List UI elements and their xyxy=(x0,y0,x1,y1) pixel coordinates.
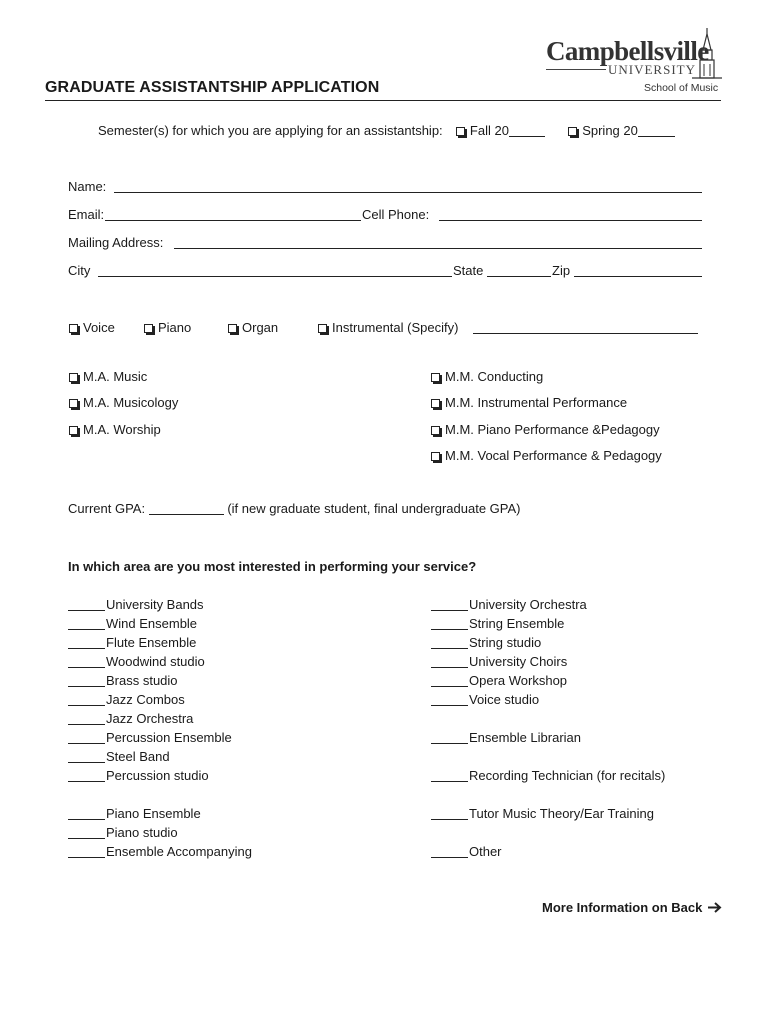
service-label: Wind Ensemble xyxy=(106,616,198,631)
email-field[interactable] xyxy=(105,220,361,221)
service-label: Steel Band xyxy=(106,749,170,764)
rank-blank[interactable] xyxy=(68,617,105,630)
piano-checkbox[interactable] xyxy=(144,324,153,333)
state-field[interactable] xyxy=(487,276,551,277)
degree-ma-musicology[interactable]: M.A. Musicology xyxy=(69,395,178,410)
area-piano[interactable]: Piano xyxy=(144,320,191,335)
service-label: Flute Ensemble xyxy=(106,635,197,650)
service-label: Percussion studio xyxy=(106,768,209,783)
form-title: GRADUATE ASSISTANTSHIP APPLICATION xyxy=(45,79,380,96)
mailing-address-field[interactable] xyxy=(174,248,702,249)
service-label: University Choirs xyxy=(469,654,568,669)
ma-music-checkbox[interactable] xyxy=(69,373,78,382)
rank-blank[interactable] xyxy=(68,712,105,725)
rank-blank[interactable] xyxy=(431,807,468,820)
city-field[interactable] xyxy=(98,276,452,277)
service-right-item xyxy=(431,633,665,652)
logo-rule xyxy=(546,69,606,70)
mailing-address-label: Mailing Address: xyxy=(68,235,164,250)
service-left-item xyxy=(68,614,252,633)
gpa-label: Current GPA: xyxy=(68,501,146,516)
spring-checkbox[interactable] xyxy=(568,127,577,136)
zip-label: Zip xyxy=(552,263,571,278)
service-right-item xyxy=(431,728,665,747)
service-list-left xyxy=(68,595,252,861)
state-label: State xyxy=(453,263,484,278)
logo-school: School of Music xyxy=(644,82,719,94)
rank-blank[interactable] xyxy=(68,769,105,782)
voice-checkbox[interactable] xyxy=(69,324,78,333)
service-left-item xyxy=(68,690,252,709)
rank-blank[interactable] xyxy=(68,845,105,858)
arrow-right-icon xyxy=(708,902,722,913)
mm-vocal-checkbox[interactable] xyxy=(431,452,440,461)
ma-musicology-checkbox[interactable] xyxy=(69,399,78,408)
service-right-item xyxy=(431,690,665,709)
service-label: Ensemble Librarian xyxy=(469,730,582,745)
service-right-item xyxy=(431,595,665,614)
rank-blank[interactable] xyxy=(68,636,105,649)
university-logo xyxy=(546,36,726,96)
rank-blank[interactable] xyxy=(68,598,105,611)
service-label: Brass studio xyxy=(106,673,178,688)
spring-label: Spring 20 xyxy=(582,123,638,138)
gpa-note: (if new graduate student, final undergraduate GPA) xyxy=(227,501,521,516)
service-left-item xyxy=(68,747,252,766)
list-spacer xyxy=(431,785,665,804)
degree-ma-music[interactable]: M.A. Music xyxy=(69,369,147,384)
service-right-item xyxy=(431,842,665,861)
service-left-item xyxy=(68,671,252,690)
rank-blank[interactable] xyxy=(431,769,468,782)
service-label: Ensemble Accompanying xyxy=(106,844,252,859)
rank-blank[interactable] xyxy=(431,655,468,668)
rank-blank[interactable] xyxy=(431,674,468,687)
footer-text: More Information on Back xyxy=(542,900,703,915)
mm-instrumental-checkbox[interactable] xyxy=(431,399,440,408)
rank-blank[interactable] xyxy=(431,598,468,611)
service-label: Jazz Combos xyxy=(106,692,185,707)
rank-blank[interactable] xyxy=(431,731,468,744)
service-left-item xyxy=(68,823,252,842)
instrumental-checkbox[interactable] xyxy=(318,324,327,333)
semester-row xyxy=(98,123,675,138)
service-left-item xyxy=(68,595,252,614)
list-spacer xyxy=(431,823,665,842)
degree-mm-instrumental[interactable]: M.M. Instrumental Performance xyxy=(431,395,627,410)
service-label: University Orchestra xyxy=(469,597,587,612)
degree-mm-conducting[interactable]: M.M. Conducting xyxy=(431,369,543,384)
name-field[interactable] xyxy=(114,192,702,193)
list-spacer xyxy=(68,785,252,804)
fall-label: Fall 20 xyxy=(469,123,509,138)
service-right-item xyxy=(431,652,665,671)
list-spacer xyxy=(431,747,665,766)
rank-blank[interactable] xyxy=(68,693,105,706)
service-label: String Ensemble xyxy=(469,616,565,631)
degree-mm-vocal[interactable]: M.M. Vocal Performance & Pedagogy xyxy=(431,448,662,463)
zip-field[interactable] xyxy=(574,276,702,277)
cell-phone-field[interactable] xyxy=(439,220,702,221)
ma-worship-checkbox[interactable] xyxy=(69,426,78,435)
service-label: Woodwind studio xyxy=(106,654,205,669)
service-question: In which area are you most interested in performing your service? xyxy=(68,559,477,574)
area-voice[interactable]: Voice xyxy=(69,320,115,335)
service-left-item xyxy=(68,804,252,823)
degree-mm-piano[interactable]: M.M. Piano Performance &Pedagogy xyxy=(431,422,660,437)
rank-blank[interactable] xyxy=(431,617,468,630)
service-label: Tutor Music Theory/Ear Training xyxy=(469,806,654,821)
logo-university: UNIVERSITY xyxy=(608,62,696,77)
service-right-item xyxy=(431,804,665,823)
area-organ[interactable]: Organ xyxy=(228,320,278,335)
service-left-item xyxy=(68,709,252,728)
rank-blank[interactable] xyxy=(431,845,468,858)
service-label: Piano studio xyxy=(106,825,178,840)
rank-blank[interactable] xyxy=(68,750,105,763)
service-label: Other xyxy=(469,844,502,859)
title-rule xyxy=(45,100,721,101)
service-left-item xyxy=(68,842,252,861)
steeple-icon xyxy=(692,28,722,80)
service-label: Voice studio xyxy=(469,692,540,707)
name-label: Name: xyxy=(68,179,107,194)
email-label: Email: xyxy=(68,207,105,222)
footer-note xyxy=(542,900,722,915)
service-label: Piano Ensemble xyxy=(106,806,201,821)
mm-piano-checkbox[interactable] xyxy=(431,426,440,435)
service-right-item xyxy=(431,766,665,785)
list-spacer xyxy=(431,709,665,728)
degree-ma-worship[interactable]: M.A. Worship xyxy=(69,422,161,437)
instrumental-specify-field[interactable] xyxy=(473,333,698,334)
city-label: City xyxy=(68,263,91,278)
fall-year-field[interactable] xyxy=(509,124,545,137)
rank-blank[interactable] xyxy=(68,807,105,820)
rank-blank[interactable] xyxy=(68,826,105,839)
service-label: University Bands xyxy=(106,597,204,612)
cell-phone-label: Cell Phone: xyxy=(362,207,430,222)
service-label: Recording Technician (for recitals) xyxy=(469,768,666,783)
rank-blank[interactable] xyxy=(68,731,105,744)
gpa-row xyxy=(68,501,520,516)
logo-name: Campbellsville xyxy=(546,36,709,66)
mm-conducting-checkbox[interactable] xyxy=(431,373,440,382)
service-label: Percussion Ensemble xyxy=(106,730,232,745)
service-right-item xyxy=(431,671,665,690)
service-left-item xyxy=(68,633,252,652)
service-right-item xyxy=(431,614,665,633)
spring-year-field[interactable] xyxy=(638,124,675,137)
gpa-field[interactable] xyxy=(149,502,224,515)
service-left-item xyxy=(68,652,252,671)
service-left-item xyxy=(68,766,252,785)
area-instrumental[interactable]: Instrumental (Specify) xyxy=(318,320,458,335)
rank-blank[interactable] xyxy=(431,636,468,649)
service-left-item xyxy=(68,728,252,747)
organ-checkbox[interactable] xyxy=(228,324,237,333)
rank-blank[interactable] xyxy=(431,693,468,706)
semester-prompt: Semester(s) for which you are applying for an assistantship: xyxy=(98,123,443,138)
service-list-right xyxy=(431,595,665,861)
service-label: String studio xyxy=(469,635,542,650)
fall-checkbox[interactable] xyxy=(456,127,465,136)
rank-blank[interactable] xyxy=(68,655,105,668)
rank-blank[interactable] xyxy=(68,674,105,687)
service-label: Opera Workshop xyxy=(469,673,568,688)
service-label: Jazz Orchestra xyxy=(106,711,194,726)
